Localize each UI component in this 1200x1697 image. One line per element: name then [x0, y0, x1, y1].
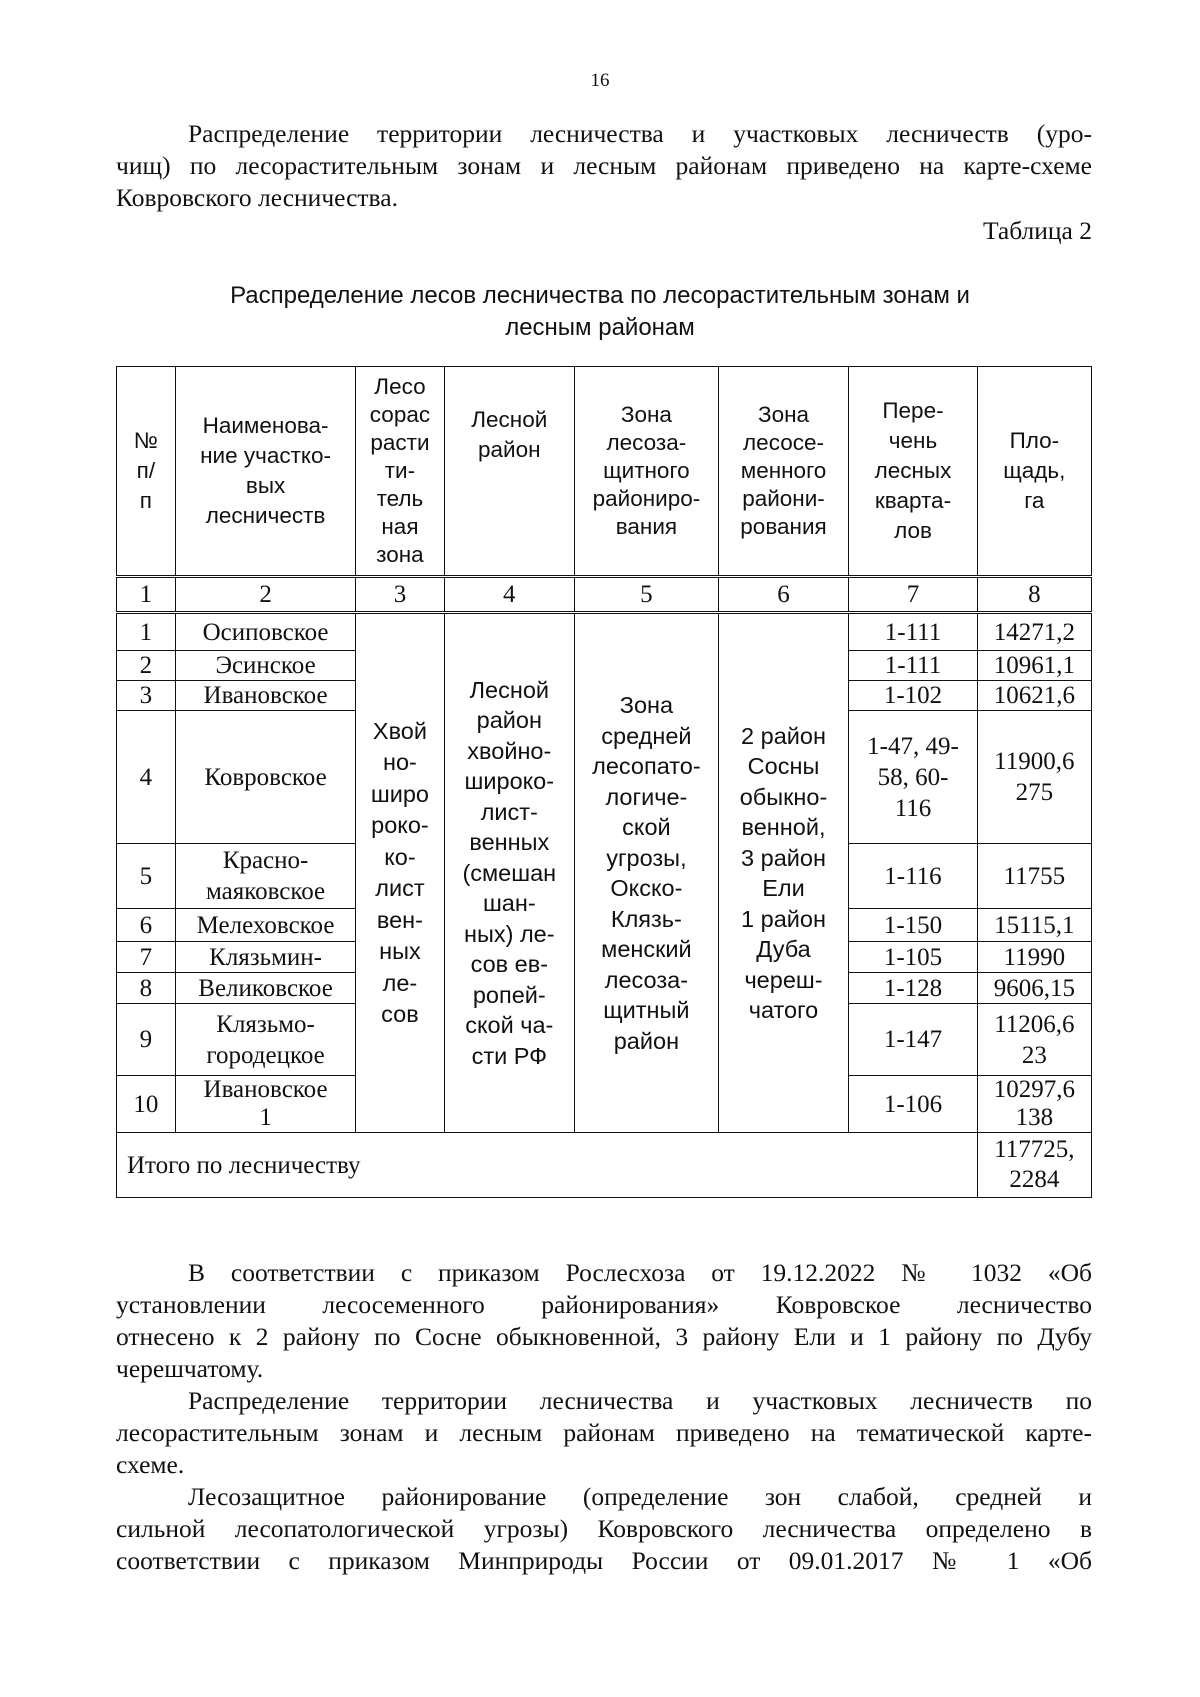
area-value: 9606,15: [977, 973, 1091, 1004]
text-line: В соответствии с приказом Рослесхоза от 19.12.2022 № 1032 «Об: [188, 1258, 1092, 1287]
table-row: [117, 613, 1092, 651]
forest-distribution-table: [116, 366, 1092, 1198]
header-cell: Пере- чень лесных кварта- лов: [849, 367, 977, 577]
text-line: лесорастительным зонам и лесным районам приведено на тематической карте-: [116, 1418, 1092, 1447]
forest-district-cell: Лесной район хвойно- широко- лист- венных (смешан шан- ных) ле- сов ев- ропей- ской ча- сти РФ: [444, 613, 575, 1133]
text-line: чищ) по лесорастительным зонам и лесным районам приведено на карте-схеме: [116, 151, 1092, 180]
quarters-list: 1-128: [849, 973, 977, 1004]
row-number: 7: [117, 942, 176, 973]
total-area: 117725, 2284: [977, 1133, 1091, 1198]
text-line: Распределение территории лесничества и участковых лесничеств (уро-: [188, 119, 1092, 148]
seed-zone-cell: 2 район Сосны обыкно- венной, 3 район Ели 1 район Дуба череш- чатого: [718, 613, 849, 1133]
row-number: 3: [117, 681, 176, 711]
quarters-list: 1-102: [849, 681, 977, 711]
total-row: [117, 1133, 1092, 1198]
quarters-list: 1-106: [849, 1076, 977, 1133]
quarters-list: 1-150: [849, 909, 977, 942]
column-number: 7: [849, 577, 977, 613]
quarters-list: 1-47, 49- 58, 60- 116: [849, 711, 977, 844]
forestry-name: Осиповское: [175, 613, 356, 651]
column-number: 4: [444, 577, 575, 613]
quarters-list: 1-116: [849, 844, 977, 909]
text-line: установлении лесосеменного районирования» Ковровское лесничество: [116, 1290, 1092, 1319]
row-number: 9: [117, 1004, 176, 1076]
area-value: 11900,6 275: [977, 711, 1091, 844]
table-caption: Распределение лесов лесничества по лесорастительным зонам и лесным районам: [230, 282, 970, 341]
area-value: 15115,1: [977, 909, 1091, 942]
row-number: 4: [117, 711, 176, 844]
text-line: Лесозащитное районирование (определение зон слабой, средней и: [188, 1482, 1092, 1511]
header-cell: Лесной район: [444, 367, 575, 577]
row-number: 1: [117, 613, 176, 651]
page-number: 16: [590, 70, 610, 91]
map-paragraph: [116, 1385, 1092, 1481]
text-line: сильной лесопатологической угрозы) Ковровского лесничества определено в: [116, 1514, 1092, 1543]
quarters-list: 1-111: [849, 651, 977, 681]
forestry-name: Ивановское: [175, 681, 356, 711]
column-number: 2: [175, 577, 356, 613]
order-paragraph: [116, 1257, 1092, 1385]
area-value: 14271,2: [977, 613, 1091, 651]
area-value: 11990: [977, 942, 1091, 973]
column-number-row: [117, 577, 1092, 613]
header-cell: Зона лесосе- менного райони- рования: [718, 367, 849, 577]
forestry-name: Ивановское 1: [175, 1076, 356, 1133]
text-line: Ковровского лесничества.: [116, 183, 398, 212]
total-label: Итого по лесничеству: [117, 1133, 978, 1198]
column-number: 1: [117, 577, 176, 613]
quarters-list: 1-111: [849, 613, 977, 651]
header-cell: Лесо сорас расти ти- тель ная зона: [356, 367, 444, 577]
column-number: 8: [977, 577, 1091, 613]
forestry-name: Мелеховское: [175, 909, 356, 942]
protection-zone-cell: Зона средней лесопато- логиче- ской угрозы, Окско- Клязь- менский лесоза- щитный район: [575, 613, 719, 1133]
text-line: соответствии с приказом Минприроды России от 09.01.2017 № 1 «Об: [116, 1546, 1092, 1575]
protection-paragraph: [116, 1481, 1092, 1577]
row-number: 6: [117, 909, 176, 942]
area-value: 10297,6 138: [977, 1076, 1091, 1133]
text-line: схеме.: [116, 1450, 185, 1479]
quarters-list: 1-105: [849, 942, 977, 973]
header-cell: № п/ п: [117, 367, 176, 577]
area-value: 11206,6 23: [977, 1004, 1091, 1076]
text-line: черешчатому.: [116, 1354, 264, 1383]
forestry-name: Клязьмин-: [175, 942, 356, 973]
area-value: 11755: [977, 844, 1091, 909]
header-cell: Пло- щадь, га: [977, 367, 1091, 577]
table-label: Таблица 2: [982, 216, 1092, 245]
vegetation-zone-cell: Хвой но- широ роко- ко- лист вен- ных ле- сов: [356, 613, 444, 1133]
forestry-name: Ковровское: [175, 711, 356, 844]
header-cell: Наименова- ние участко- вых лесничеств: [175, 367, 356, 577]
forestry-name: Красно- маяковское: [175, 844, 356, 909]
area-value: 10961,1: [977, 651, 1091, 681]
area-value: 10621,6: [977, 681, 1091, 711]
intro-paragraph: [116, 118, 1092, 214]
forestry-name: Великовское: [175, 973, 356, 1004]
text-line: Распределение территории лесничества и участковых лесничеств по: [188, 1386, 1092, 1415]
column-number: 3: [356, 577, 444, 613]
column-number: 5: [575, 577, 719, 613]
header-cell: Зона лесоза- щитного райониро- вания: [575, 367, 719, 577]
row-number: 8: [117, 973, 176, 1004]
table-header-row: [117, 367, 1092, 577]
row-number: 2: [117, 651, 176, 681]
row-number: 10: [117, 1076, 176, 1133]
forestry-name: Эсинское: [175, 651, 356, 681]
quarters-list: 1-147: [849, 1004, 977, 1076]
text-line: отнесено к 2 району по Сосне обыкновенной, 3 району Ели и 1 району по Дубу: [116, 1322, 1092, 1351]
row-number: 5: [117, 844, 176, 909]
forestry-name: Клязьмо- городецкое: [175, 1004, 356, 1076]
column-number: 6: [718, 577, 849, 613]
